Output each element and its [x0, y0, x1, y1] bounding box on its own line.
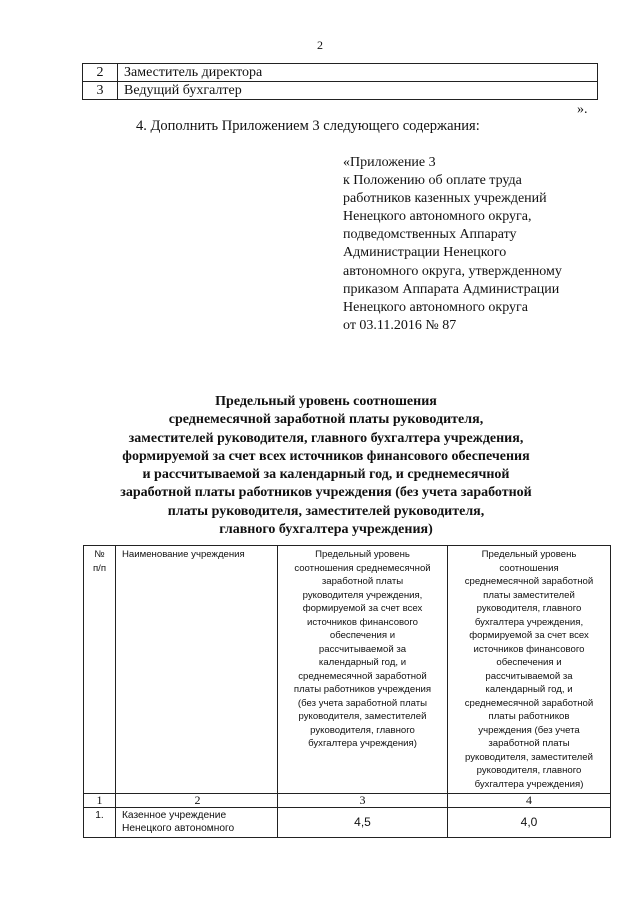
header-line: руководителя, главного	[476, 603, 582, 614]
institution-name-line: Казенное учреждение	[122, 810, 227, 821]
header-line: платы заместителей	[483, 589, 575, 601]
header-line: Наименование учреждения	[122, 549, 245, 560]
appendix-header-line: автономного округа, утвержденному	[343, 263, 562, 279]
appendix-header-line: Администрации Ненецкого	[343, 245, 507, 261]
header-line: календарный год, и	[318, 657, 407, 668]
header-line: платы работников	[488, 711, 570, 722]
closing-quote: ».	[577, 102, 588, 117]
header-line: руководителя, главного	[476, 765, 582, 776]
header-line: заработной платы	[488, 738, 570, 749]
ratio-table	[83, 545, 611, 838]
header-line: рассчитываемой за	[485, 670, 573, 682]
header-line: соотношения	[499, 562, 559, 574]
page-number: 2	[317, 38, 323, 52]
column-index: 4	[448, 794, 611, 808]
header-line: соотношения среднемесячной	[294, 562, 431, 574]
column-index: 3	[278, 794, 448, 808]
header-line: среднемесячной заработной	[464, 576, 594, 587]
column-index: 1	[84, 794, 116, 808]
row-number: 2	[83, 64, 118, 82]
header-line: среднемесячной заработной	[298, 670, 427, 682]
appendix-header-line: приказом Аппарата Администрации	[343, 281, 560, 297]
row-number: 3	[83, 82, 118, 100]
header-line: руководителя учреждения,	[302, 589, 423, 601]
position-title: Заместитель директора	[118, 64, 598, 82]
table-row	[83, 82, 598, 100]
header-line: руководителя, главного	[310, 724, 415, 736]
header-line: календарный год, и	[485, 684, 573, 695]
header-name-cell	[116, 546, 278, 794]
appendix-header-line: Ненецкого автономного округа	[343, 299, 528, 315]
institution-name-line: Ненецкого автономного	[122, 822, 235, 834]
table-header-row	[84, 546, 611, 794]
header-line: п/п	[92, 562, 107, 574]
header-director-ratio-cell	[278, 546, 448, 794]
header-line: обеспечения и	[329, 630, 396, 641]
header-line: рассчитываемой за	[318, 643, 407, 655]
header-line: бухгалтера учреждения)	[308, 738, 417, 749]
title-line: главного бухгалтера учреждения)	[219, 522, 433, 538]
header-line: заработной платы	[321, 576, 404, 587]
header-line: среднемесячной заработной	[464, 697, 594, 709]
column-index-row	[84, 794, 611, 808]
header-line: учреждения (без учета	[478, 724, 580, 736]
header-line: формируемой за счет всех	[469, 630, 589, 641]
appendix-header-line: работников казенных учреждений	[343, 191, 547, 207]
title-line: платы руководителя, заместителей руководителя,	[167, 503, 485, 519]
appendix-header-line: «Приложение 3	[343, 155, 436, 170]
header-line: источников финансового	[307, 616, 418, 628]
header-line: обеспечения и	[496, 657, 562, 668]
title-line: и рассчитываемой за календарный год, и среднемесячной	[142, 467, 510, 483]
institution-name	[116, 808, 278, 838]
header-line: платы работников учреждения	[293, 684, 432, 695]
header-line: Предельный уровень	[315, 549, 410, 560]
director-ratio-value: 4,5	[278, 808, 448, 838]
table-row	[83, 64, 598, 82]
item-4-text: 4. Дополнить Приложением 3 следующего содержания:	[136, 118, 480, 134]
header-line: Предельный уровень	[481, 549, 577, 560]
table-row	[84, 808, 611, 838]
appendix-header	[343, 154, 562, 335]
header-line: руководителя, заместителей	[465, 751, 593, 763]
position-title: Ведущий бухгалтер	[118, 82, 598, 100]
header-number-cell	[84, 546, 116, 794]
positions-table-fragment	[82, 63, 598, 100]
row-number: 1.	[84, 808, 116, 838]
title-line: формируемой за счет всех источников финансового обеспечения	[122, 448, 530, 464]
title-line: заработной платы работников учреждения (без учета заработной	[120, 485, 532, 501]
header-line: бухгалтера учреждения)	[474, 778, 584, 790]
header-line: бухгалтера учреждения,	[474, 616, 584, 628]
header-line: руководителя, заместителей	[298, 711, 427, 722]
title-line: Предельный уровень соотношения	[215, 394, 437, 409]
header-line: (без учета заработной платы	[297, 697, 428, 709]
appendix-header-line: к Положению об оплате труда	[343, 173, 522, 189]
header-line: формируемой за счет всех	[302, 603, 423, 614]
appendix-header-line: от 03.11.2016 № 87	[343, 317, 457, 333]
title-line: заместителей руководителя, главного бухгалтера учреждения,	[128, 430, 524, 446]
appendix-header-line: подведомственных Аппарату	[343, 227, 517, 243]
header-line: источников финансового	[473, 643, 585, 655]
title-line: среднемесячной заработной платы руководителя,	[168, 412, 484, 428]
appendix-header-line: Ненецкого автономного округа,	[343, 209, 532, 225]
header-line: №	[94, 549, 105, 560]
deputy-ratio-value: 4,0	[448, 808, 611, 838]
column-index: 2	[116, 794, 278, 808]
document-title	[60, 393, 592, 539]
header-deputy-ratio-cell	[448, 546, 611, 794]
